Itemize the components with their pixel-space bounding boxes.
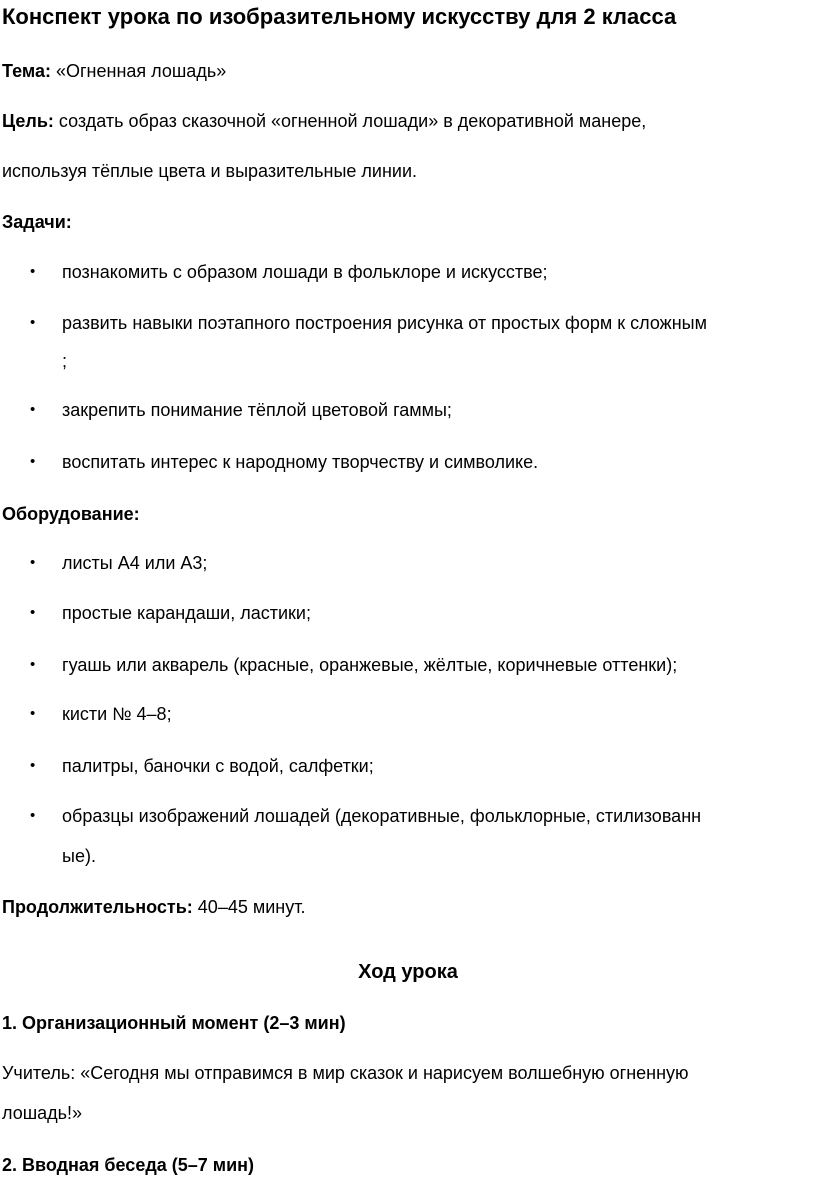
equipment-item: гуашь или акварель (красные, оранжевые, жёлтые, коричневые оттенки); [62,655,678,675]
task-item: закрепить понимание тёплой цветовой гаммы; [62,400,452,420]
equipment-item: образцы изображений лошадей (декоративные, фольклорные, стилизованн [62,806,702,826]
task-item-continuation: ; [62,351,68,371]
goal-line-2: используя тёплые цвета и выразительные линии. [2,161,418,181]
duration-value: 40–45 минут. [197,897,306,917]
topic-line [2,59,226,83]
topic-value: «Огненная лошадь» [55,61,227,81]
equipment-heading: Оборудование: [2,504,140,524]
goal-text-1: создать образ сказочной «огненной лошади» в декоративной манере, [58,111,647,131]
bullet-icon: • [30,453,36,470]
goal-label: Цель: [2,111,54,131]
bullet-icon: • [30,263,36,280]
equipment-item: простые карандаши, ластики; [62,603,311,623]
bullet-icon: • [30,314,36,331]
bullet-icon: • [30,554,36,571]
bullet-icon: • [30,656,36,673]
equipment-item: палитры, баночки с водой, салфетки; [62,756,374,776]
task-item: познакомить с образом лошади в фольклоре и искусстве; [62,262,548,282]
document-title: Конспект урока по изобразительному искусству для 2 класса [2,4,677,29]
teacher-line-1: Учитель: «Сегодня мы отправимся в мир сказок и нарисуем волшебную огненную [2,1063,689,1083]
bullet-icon: • [30,401,36,418]
task-item: развить навыки поэтапного построения рисунка от простых форм к сложным [62,313,707,333]
equipment-item: кисти № 4–8; [62,704,172,724]
bullet-icon: • [30,705,36,722]
teacher-line-2: лошадь!» [2,1103,83,1123]
bullet-icon: • [30,604,36,621]
tasks-heading: Задачи: [2,212,72,232]
equipment-item: листы А4 или А3; [62,553,208,573]
bullet-icon: • [30,757,36,774]
duration-line [2,895,305,919]
equipment-item-continuation: ые). [62,846,96,866]
section-2-heading: 2. Вводная беседа (5–7 мин) [2,1155,255,1175]
task-item: воспитать интерес к народному творчеству и символике. [62,452,539,472]
goal-line-1 [2,109,646,133]
section-1-heading: 1. Организационный момент (2–3 мин) [2,1013,346,1033]
topic-label: Тема: [2,61,51,81]
bullet-icon: • [30,807,36,824]
duration-label: Продолжительность: [2,897,193,917]
lesson-course-heading: Ход урока [358,961,458,983]
